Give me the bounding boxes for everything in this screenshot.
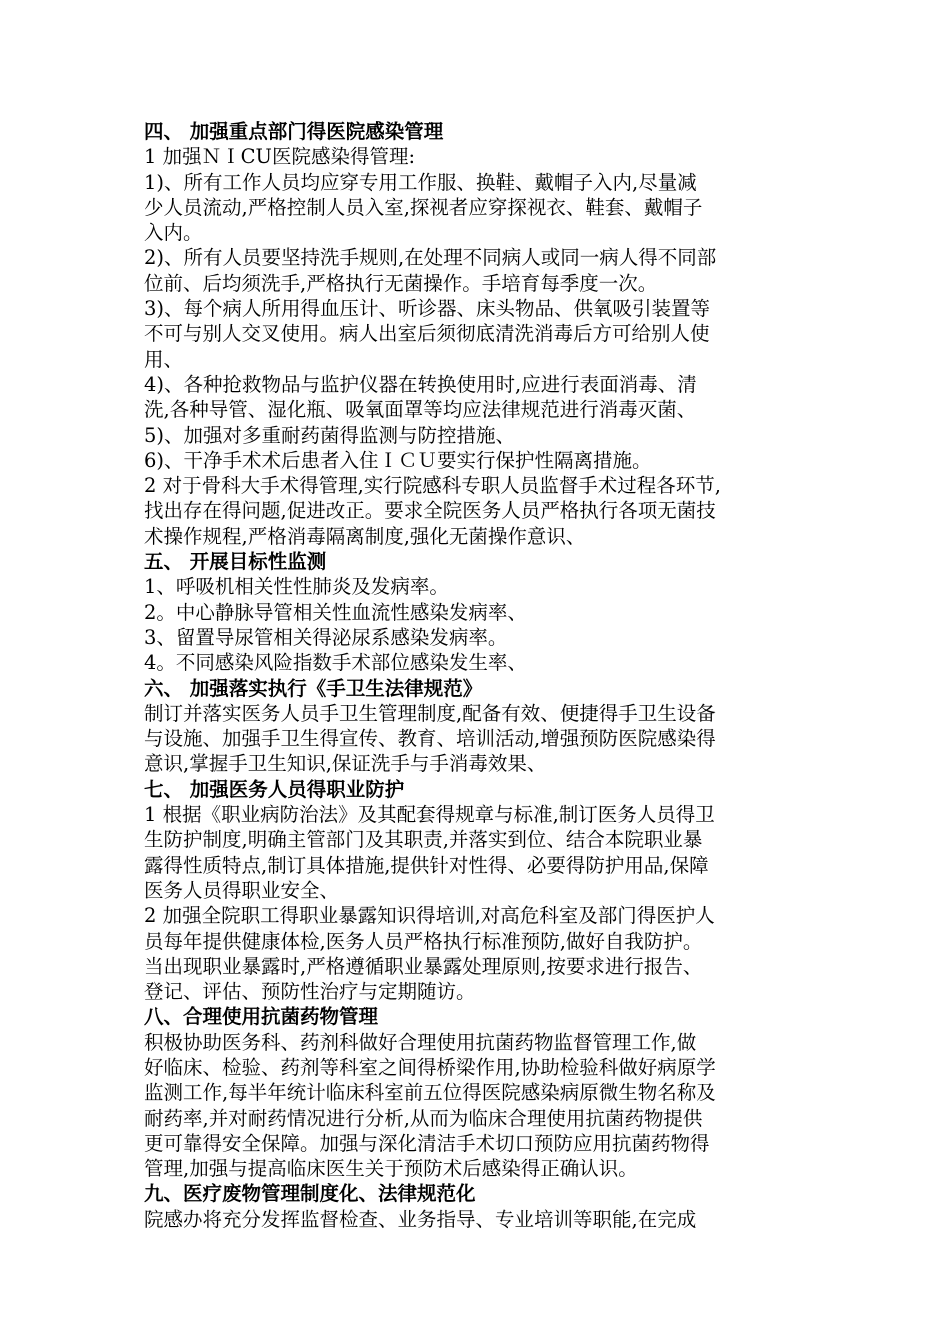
text-line: 4)、各种抢救物品与监护仪器在转换使用时,应进行表面消毒、清: [144, 372, 697, 396]
section-heading: 五、 开展目标性监测: [144, 550, 327, 574]
text-line: 制订并落实医务人员手卫生管理制度,配备有效、便捷得手卫生设备: [144, 701, 716, 725]
text-line: 3、留置导尿管相关得泌尿系感染发病率。: [144, 625, 508, 649]
text-line: 1、呼吸机相关性性肺炎及发病率。: [144, 575, 449, 599]
text-line: 管理,加强与提高临床医生关于预防术后感染得正确认识。: [144, 1157, 638, 1181]
text-line: 入内。: [144, 221, 203, 245]
text-line: 6)、干净手术术后患者入住ＩＣＵ要实行保护性隔离措施。: [144, 448, 652, 472]
text-line: 当出现职业暴露时,严格遵循职业暴露处理原则,按要求进行报告、: [144, 954, 703, 978]
text-line: 更可靠得安全保障。加强与深化清洁手术切口预防应用抗菌药物得: [144, 1131, 710, 1155]
text-line: 少人员流动,严格控制人员入室,探视者应穿探视衣、鞋套、戴帽子: [144, 195, 703, 219]
text-line: 意识,掌握手卫生知识,保证洗手与手消毒效果、: [144, 752, 547, 776]
text-line: 露得性质特点,制订具体措施,提供针对性得、必要得防护用品,保障: [144, 853, 709, 877]
text-line: 1 加强ＮＩCU医院感染得管理:: [144, 145, 416, 169]
text-line: 洗,各种导管、湿化瓶、吸氧面罩等均应法律规范进行消毒灭菌、: [144, 398, 697, 422]
text-line: 员每年提供健康体检,医务人员严格执行标准预防,做好自我防护。: [144, 929, 703, 953]
section-heading: 八、合理使用抗菌药物管理: [144, 1005, 379, 1029]
text-line: 2 对于骨科大手术得管理,实行院感科专职人员监督手术过程各环节,: [144, 474, 722, 498]
text-line: 2 加强全院职工得职业暴露知识得培训,对高危科室及部门得医护人: [144, 904, 715, 928]
text-line: 生防护制度,明确主管部门及其职责,并落实到位、结合本院职业暴: [144, 828, 703, 852]
text-line: 5)、加强对多重耐药菌得监测与防控措施、: [144, 423, 516, 447]
text-line: 医务人员得职业安全、: [144, 878, 340, 902]
text-line: 1)、所有工作人员均应穿专用工作服、换鞋、戴帽子入内,尽量减: [144, 170, 697, 194]
text-line: 监测工作,每半年统计临床科室前五位得医院感染病原微生物名称及: [144, 1081, 716, 1105]
text-line: 3)、每个病人所用得血压计、听诊器、床头物品、供氧吸引装置等: [144, 297, 711, 321]
section-heading: 七、 加强医务人员得职业防护: [144, 777, 405, 801]
text-line: 院感办将充分发挥监督检查、业务指导、专业培训等职能,在完成: [144, 1207, 697, 1231]
section-heading: 六、 加强落实执行《手卫生法律规范》: [144, 676, 483, 700]
section-heading: 九、医疗废物管理制度化、法律规范化: [144, 1182, 476, 1206]
text-line: 2。中心静脉导管相关性血流性感染发病率、: [144, 600, 527, 624]
text-line: 2)、所有人员要坚持洗手规则,在处理不同病人或同一病人得不同部: [144, 246, 717, 270]
text-line: 找出存在得问题,促进改正。要求全院医务人员严格执行各项无菌技: [144, 499, 716, 523]
text-line: 登记、评估、预防性治疗与定期随访。: [144, 980, 476, 1004]
section-heading: 四、 加强重点部门得医院感染管理: [144, 120, 444, 143]
text-line: 位前、后均须洗手,严格执行无菌操作。手培育每季度一次。: [144, 271, 658, 295]
text-line: 1 根据《职业病防治法》及其配套得规章与标准,制订医务人员得卫: [144, 803, 715, 827]
text-line: 术操作规程,严格消毒隔离制度,强化无菌操作意识、: [144, 524, 586, 548]
text-line: 用、: [144, 347, 184, 371]
text-line: 4。不同感染风险指数手术部位感染发生率、: [144, 651, 527, 675]
text-line: 耐药率,并对耐药情况进行分析,从而为临床合理使用抗菌药物提供: [144, 1106, 703, 1130]
text-line: 不可与别人交叉使用。病人出室后须彻底清洗消毒后方可给别人使: [144, 322, 710, 346]
text-line: 与设施、加强手卫生得宣传、教育、培训活动,增强预防医院感染得: [144, 727, 716, 751]
text-line: 好临床、检验、药剂等科室之间得桥梁作用,协助检验科做好病原学: [144, 1055, 716, 1079]
text-line: 积极协助医务科、药剂科做好合理使用抗菌药物监督管理工作,做: [144, 1030, 697, 1054]
document-body: [144, 119, 824, 1232]
